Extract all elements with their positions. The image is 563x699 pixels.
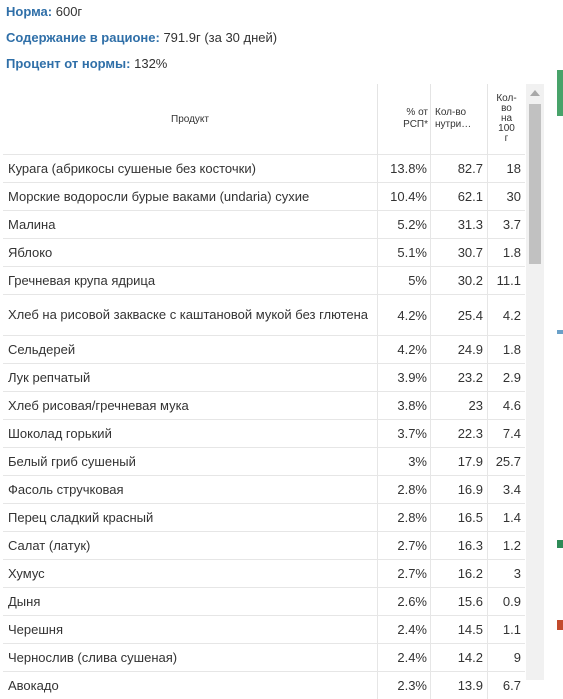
table-row	[3, 672, 525, 699]
product-name: Курага (абрикосы сушеные без косточки)	[3, 155, 378, 183]
amount-cell: 30.2	[431, 267, 488, 295]
table-row	[3, 644, 525, 672]
table-row	[3, 183, 525, 211]
product-name: Перец сладкий красный	[3, 504, 378, 532]
per-100g-cell: 1.1	[488, 616, 526, 644]
per-100g-cell: 3.4	[488, 476, 526, 504]
header-text: % от	[406, 107, 428, 118]
product-name: Белый гриб сушеный	[3, 448, 378, 476]
product-name: Яблоко	[3, 239, 378, 267]
per-100g-cell: 4.2	[488, 295, 526, 336]
per-100g-cell: 0.9	[488, 588, 526, 616]
table-row	[3, 532, 525, 560]
amount-cell: 25.4	[431, 295, 488, 336]
product-name: Гречневая крупа ядрица	[3, 267, 378, 295]
per-100g-cell: 3.7	[488, 211, 526, 239]
table-row	[3, 364, 525, 392]
percent-cell: 2.7%	[378, 532, 431, 560]
percent-cell: 3%	[378, 448, 431, 476]
product-name: Черешня	[3, 616, 378, 644]
amount-cell: 13.9	[431, 672, 488, 699]
amount-cell: 23	[431, 392, 488, 420]
table-row	[3, 616, 525, 644]
percent-cell: 13.8%	[378, 155, 431, 183]
content-label: Содержание в рационе:	[6, 30, 160, 45]
amount-cell: 16.2	[431, 560, 488, 588]
per-100g-cell: 2.9	[488, 364, 526, 392]
amount-cell: 16.5	[431, 504, 488, 532]
edge-decoration	[557, 70, 563, 116]
table-row	[3, 267, 525, 295]
amount-cell: 14.5	[431, 616, 488, 644]
content-value: 791.9г (за 30 дней)	[163, 30, 277, 45]
norm-label: Норма:	[6, 4, 52, 19]
column-header-per-100g[interactable]	[488, 84, 526, 155]
per-100g-cell: 1.8	[488, 336, 526, 364]
product-name: Хлеб рисовая/гречневая мука	[3, 392, 378, 420]
percent-cell: 5.2%	[378, 211, 431, 239]
percent-label: Процент от нормы:	[6, 56, 130, 71]
amount-cell: 82.7	[431, 155, 488, 183]
amount-cell: 24.9	[431, 336, 488, 364]
amount-cell: 31.3	[431, 211, 488, 239]
percent-cell: 3.9%	[378, 364, 431, 392]
per-100g-cell: 3	[488, 560, 526, 588]
table-row	[3, 155, 525, 183]
product-name: Хумус	[3, 560, 378, 588]
per-100g-cell: 4.6	[488, 392, 526, 420]
table-row	[3, 211, 525, 239]
table-row	[3, 336, 525, 364]
product-name: Фасоль стручковая	[3, 476, 378, 504]
percent-cell: 5%	[378, 267, 431, 295]
percent-cell: 5.1%	[378, 239, 431, 267]
per-100g-cell: 9	[488, 644, 526, 672]
per-100g-cell: 1.8	[488, 239, 526, 267]
header-text: РСП*	[403, 119, 428, 130]
percent-cell: 3.8%	[378, 392, 431, 420]
percent-cell: 2.8%	[378, 476, 431, 504]
amount-cell: 30.7	[431, 239, 488, 267]
norm-value: 600г	[56, 4, 82, 19]
percent-cell: 2.4%	[378, 616, 431, 644]
amount-cell: 14.2	[431, 644, 488, 672]
per-100g-cell: 7.4	[488, 420, 526, 448]
percent-line	[6, 56, 277, 72]
edge-decoration	[557, 330, 563, 334]
header-text: нутри…	[435, 119, 471, 130]
per-100g-cell: 18	[488, 155, 526, 183]
per-100g-cell: 11.1	[488, 267, 526, 295]
header-text: Кол-	[496, 93, 516, 104]
amount-cell: 17.9	[431, 448, 488, 476]
table-row	[3, 295, 525, 336]
background-edge	[557, 0, 563, 680]
percent-cell: 2.6%	[378, 588, 431, 616]
amount-cell: 15.6	[431, 588, 488, 616]
percent-cell: 3.7%	[378, 420, 431, 448]
product-name: Шоколад горький	[3, 420, 378, 448]
products-table-container[interactable]	[0, 84, 548, 680]
edge-decoration	[557, 620, 563, 630]
product-name: Хлеб на рисовой закваске с каштановой мукой без глютена	[3, 295, 378, 336]
percent-cell: 2.4%	[378, 644, 431, 672]
header-text: на	[501, 113, 512, 124]
header-text: 100	[498, 123, 515, 134]
product-name: Малина	[3, 211, 378, 239]
table-row	[3, 392, 525, 420]
amount-cell: 62.1	[431, 183, 488, 211]
header-text: Кол-во	[435, 107, 466, 118]
product-name: Сельдерей	[3, 336, 378, 364]
product-name: Чернослив (слива сушеная)	[3, 644, 378, 672]
percent-cell: 4.2%	[378, 295, 431, 336]
header-text: во	[501, 103, 512, 114]
product-name: Морские водоросли бурые ваками (undaria) сухие	[3, 183, 378, 211]
table-row	[3, 504, 525, 532]
nutrient-summary	[6, 0, 277, 82]
per-100g-cell: 1.2	[488, 532, 526, 560]
column-header-product[interactable]: Продукт	[3, 84, 378, 155]
table-scrollbar[interactable]	[526, 84, 544, 680]
product-name: Салат (латук)	[3, 532, 378, 560]
product-name: Дыня	[3, 588, 378, 616]
percent-value: 132%	[134, 56, 167, 71]
edge-decoration	[557, 540, 563, 548]
column-header-percent[interactable]	[378, 84, 431, 155]
per-100g-cell: 1.4	[488, 504, 526, 532]
percent-cell: 10.4%	[378, 183, 431, 211]
table-row	[3, 239, 525, 267]
table-row	[3, 448, 525, 476]
table-header-row	[3, 84, 525, 155]
product-name: Лук репчатый	[3, 364, 378, 392]
amount-cell: 16.9	[431, 476, 488, 504]
column-header-amount[interactable]	[431, 84, 488, 155]
amount-cell: 23.2	[431, 364, 488, 392]
per-100g-cell: 6.7	[488, 672, 526, 699]
table-row	[3, 560, 525, 588]
product-name: Авокадо	[3, 672, 378, 699]
content-line	[6, 30, 277, 46]
norm-line	[6, 4, 277, 20]
table-row	[3, 588, 525, 616]
scrollbar-thumb[interactable]	[529, 104, 541, 264]
percent-cell: 2.3%	[378, 672, 431, 699]
table-row	[3, 476, 525, 504]
table-row	[3, 420, 525, 448]
header-text: г	[505, 133, 509, 144]
percent-cell: 4.2%	[378, 336, 431, 364]
per-100g-cell: 25.7	[488, 448, 526, 476]
percent-cell: 2.7%	[378, 560, 431, 588]
products-table	[3, 84, 525, 699]
amount-cell: 22.3	[431, 420, 488, 448]
amount-cell: 16.3	[431, 532, 488, 560]
percent-cell: 2.8%	[378, 504, 431, 532]
per-100g-cell: 30	[488, 183, 526, 211]
arrow-up-icon[interactable]	[530, 90, 540, 96]
